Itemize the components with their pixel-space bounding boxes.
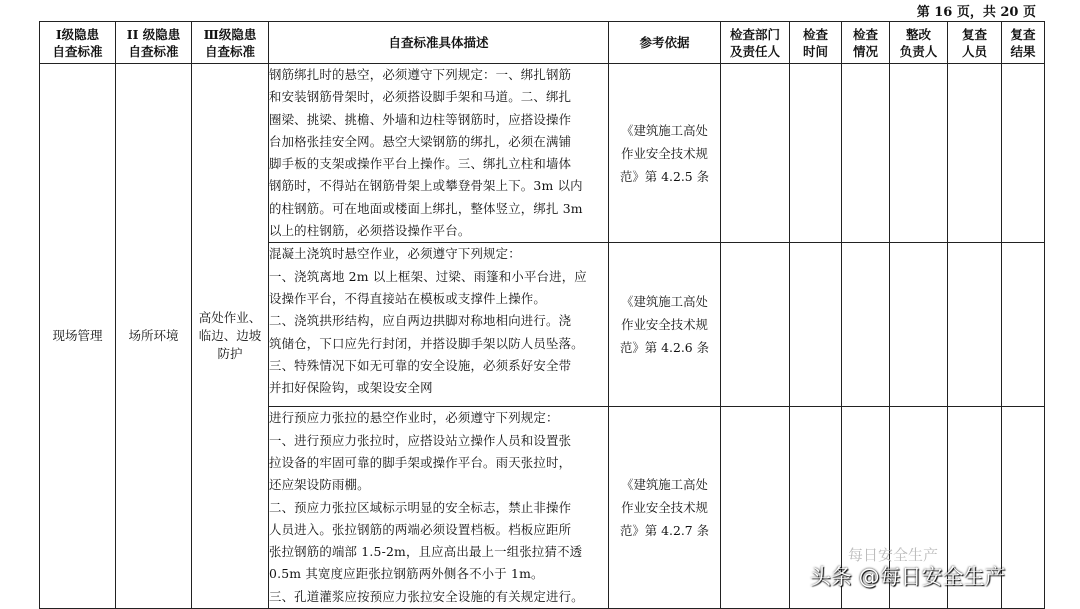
header-reference: 参考依据	[609, 22, 721, 64]
inspection-table	[39, 21, 1045, 609]
header-result: 复查 结果	[1002, 22, 1045, 64]
dept-cell[interactable]	[721, 407, 790, 609]
header-level3: Ⅲ级隐患 自查标准	[192, 22, 269, 64]
table-row	[40, 64, 1045, 243]
reviewer-cell[interactable]	[948, 243, 1002, 407]
reference-cell: 《建筑施工高处 作业安全技术规 范》第 4.2.5 条	[609, 64, 721, 243]
reviewer-cell[interactable]	[948, 64, 1002, 243]
header-rectify: 整改 负责人	[890, 22, 948, 64]
header-time: 检查 时间	[790, 22, 842, 64]
status-cell[interactable]	[842, 64, 890, 243]
watermark-logo: 每日安全生产	[848, 546, 939, 564]
dept-cell[interactable]	[721, 243, 790, 407]
rectify-cell[interactable]	[890, 64, 948, 243]
description-cell: 进行预应力张拉的悬空作业时，必须遵守下列规定： 一、进行预应力张拉时，应搭设站立操作人员和设置张 拉设备的牢固可靠的脚手架或操作平台。雨天张拉时， 还应架设防雨棚。 二、预应力张拉区域标示明显的安全标志，禁止非操作 人员进入。张拉钢筋的两端必须设置档板。档板应距所 张拉钢筋的端部 1.5-2m，且应高出最上一组张拉猜不透 0.5m 其宽度应距张拉钢筋两外侧各不小于 1m。 三、孔道灌浆应按预应力张拉安全设施的有关规定进行。	[269, 407, 609, 609]
header-row	[40, 22, 1045, 64]
time-cell[interactable]	[790, 243, 842, 407]
status-cell[interactable]	[842, 243, 890, 407]
category-level2: 场所环境	[116, 64, 192, 609]
category-level1: 现场管理	[40, 64, 116, 609]
header-level2: II 级隐患 自查标准	[116, 22, 192, 64]
header-dept: 检查部门 及责任人	[721, 22, 790, 64]
category-level3: 高处作业、 临边、边坡 防护	[192, 64, 269, 609]
rectify-cell[interactable]	[890, 243, 948, 407]
result-cell[interactable]	[1002, 407, 1045, 609]
page-number: 第 16 页，共 20 页	[916, 5, 1036, 20]
description-cell: 钢筋绑扎时的悬空，必须遵守下列规定：一、绑扎钢筋 和安装钢筋骨架时，必须搭设脚手架和马道。二、绑扎 圈梁、挑梁、挑檐、外墙和边柱等钢筋时，应搭设操作 台加格张挂安全网。悬空大梁钢筋的绑扎，必须在满铺 脚手板的支架或操作平台上操作。三、绑扎立柱和墙体 钢筋时，不得站在钢筋骨架上或攀登骨架上下。3m 以内 的柱钢筋。可在地面或楼面上绑扎，整体竖立，绑扎 3m 以上的柱钢筋，必须搭设操作平台。	[269, 64, 609, 243]
header-status: 检查 情况	[842, 22, 890, 64]
description-cell: 混凝土浇筑时悬空作业，必须遵守下列规定： 一、浇筑离地 2m 以上框架、过梁、雨篷和小平台进，应 设操作平台，不得直接站在模板或支撑件上操作。 二、浇筑拱形结构，应自两边拱脚对称地相向进行。浇 筑储仓，下口应先行封闭，并搭设脚手架以防人员坠落。 三、特殊情况下如无可靠的安全设施，必须系好安全带 并扣好保险钩，或架设安全网	[269, 243, 609, 407]
header-description: 自查标准具体描述	[269, 22, 609, 64]
time-cell[interactable]	[790, 64, 842, 243]
watermark-text: 头条 @每日安全生产	[810, 565, 1006, 589]
reference-cell: 《建筑施工高处 作业安全技术规 范》第 4.2.6 条	[609, 243, 721, 407]
header-level1: Ⅰ级隐患 自查标准	[40, 22, 116, 64]
dept-cell[interactable]	[721, 64, 790, 243]
result-cell[interactable]	[1002, 64, 1045, 243]
header-reviewer: 复查 人员	[948, 22, 1002, 64]
reference-cell: 《建筑施工高处 作业安全技术规 范》第 4.2.7 条	[609, 407, 721, 609]
result-cell[interactable]	[1002, 243, 1045, 407]
